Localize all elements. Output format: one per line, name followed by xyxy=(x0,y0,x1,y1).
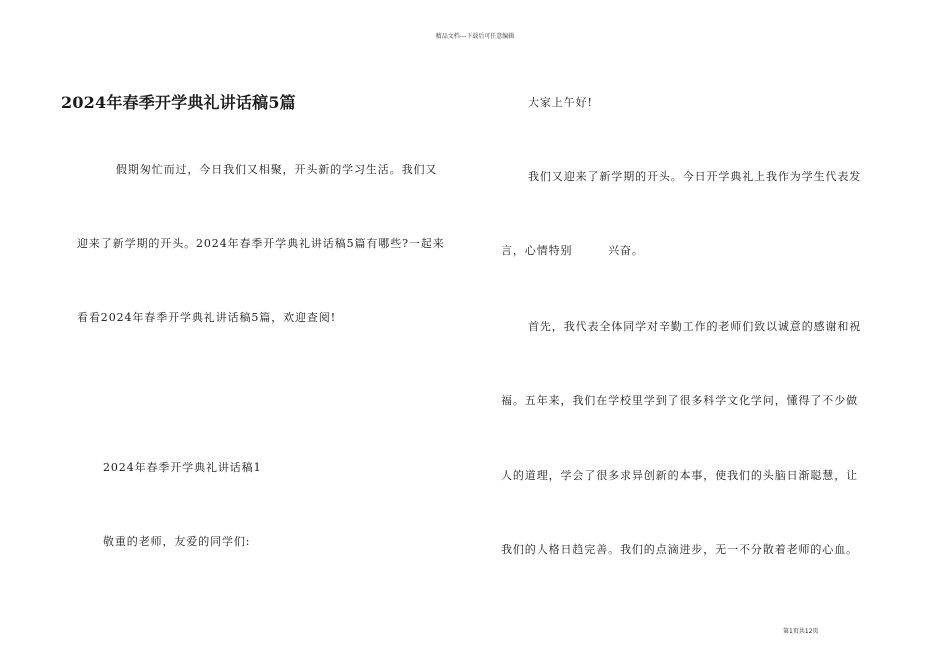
page-number: 第1页共12页 xyxy=(783,628,819,635)
intro-line-2: 迎来了新学期的开头。2024年春季开学典礼讲话稿5篇有哪些?一起来 xyxy=(77,237,445,250)
section-heading: 2024年春季开学典礼讲话稿1 xyxy=(103,461,262,474)
paragraph-2-line-3: 人的道理，学会了很多求异创新的本事，使我们的头脑日渐聪慧，让 xyxy=(501,469,858,482)
page-header-note: 精品文档---下载后可任意编辑 xyxy=(435,33,515,40)
intro-line-1: 假期匆忙而过，今日我们又相聚，开头新的学习生活。我们又 xyxy=(116,163,438,176)
greeting: 大家上午好! xyxy=(528,96,593,109)
paragraph-2-line-1: 首先，我代表全体同学对辛勤工作的老师们致以诚意的感谢和祝 xyxy=(528,320,862,333)
paragraph-1-line-2: 言，心情特别 兴奋。 xyxy=(501,244,644,257)
salutation: 敬重的老师，友爱的同学们: xyxy=(103,535,251,548)
paragraph-2-line-2: 福。五年来，我们在学校里学到了很多科学文化学问，懂得了不少做 xyxy=(501,394,858,407)
paragraph-1-line-1: 我们又迎来了新学期的开头。今日开学典礼上我作为学生代表发 xyxy=(528,170,862,183)
paragraph-2-line-4: 我们的人格日趋完善。我们的点滴进步，无一不分散着老师的心血。 xyxy=(501,543,858,556)
document-title: 2024年春季开学典礼讲话稿5篇 xyxy=(61,93,296,112)
intro-line-3: 看看2024年春季开学典礼讲话稿5篇，欢迎查阅! xyxy=(77,311,337,324)
